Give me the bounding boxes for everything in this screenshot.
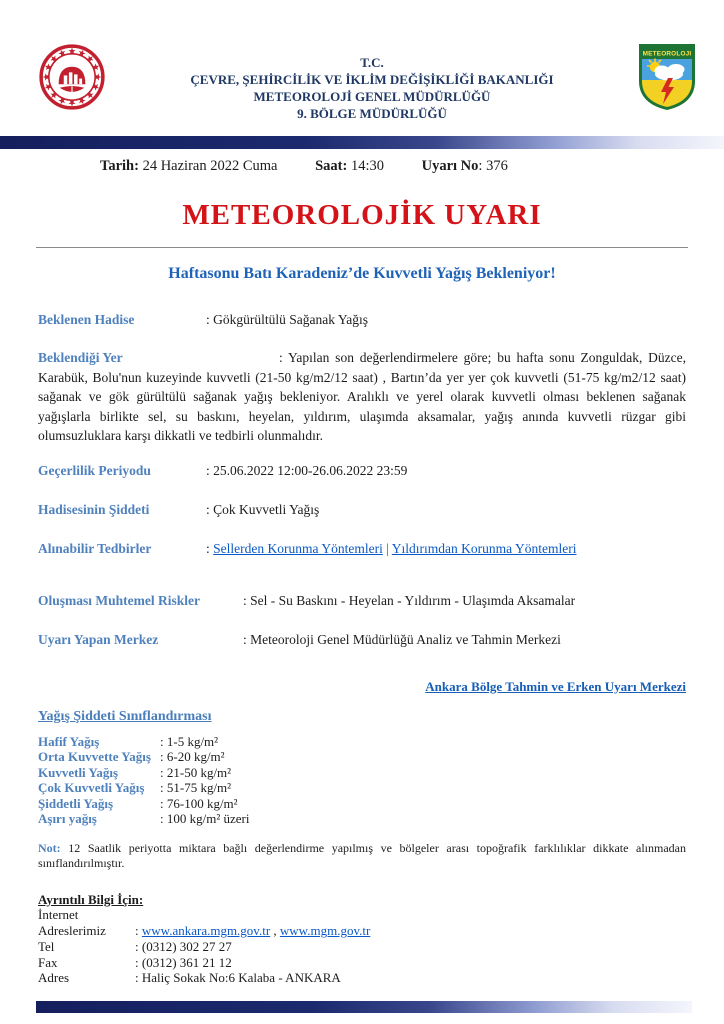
header-divider-bar	[0, 136, 724, 149]
field-value: : Gökgürültülü Sağanak Yağış	[206, 312, 368, 327]
field-label: Beklendiği Yer	[38, 350, 123, 365]
org-line-directorate: METEOROLOJİ GENEL MÜDÜRLÜĞÜ	[253, 89, 491, 104]
classification-heading: Yağış Şiddeti Sınıflandırması	[38, 708, 212, 724]
contact-row-internet	[38, 907, 686, 939]
contact-row-fax	[38, 955, 686, 971]
class-value: : 21-50 kg/m²	[160, 764, 232, 780]
link-separator: |	[386, 540, 389, 556]
date-value: 24 Haziran 2022 Cuma	[142, 158, 278, 174]
field-hadisesinin-siddeti	[38, 500, 686, 519]
contact-label: Adres	[38, 970, 70, 986]
class-label: Çok Kuvvetli Yağış	[38, 780, 145, 795]
contact-row-adres	[38, 970, 686, 986]
contact-label: Fax	[38, 954, 58, 970]
flood-protection-link[interactable]: Sellerden Korunma Yöntemleri	[213, 540, 383, 556]
contact-value: : Haliç Sokak No:6 Kalaba - ANKARA	[135, 970, 341, 986]
classification-row	[38, 734, 686, 750]
lightning-protection-link[interactable]: Yıldırımdan Korunma Yöntemleri	[391, 540, 577, 556]
field-value: : 25.06.2022 12:00-26.06.2022 23:59	[206, 462, 408, 478]
class-value: : 76-100 kg/m²	[160, 795, 238, 811]
regional-center-link[interactable]: Ankara Bölge Tahmin ve Erken Uyarı Merkezi	[425, 678, 686, 694]
field-value: : Çok Kuvvetli Yağış	[206, 501, 320, 517]
document-body	[0, 310, 724, 986]
warning-headline: Haftasonu Batı Karadeniz’de Kuvvetli Yağış Bekleniyor!	[168, 265, 556, 282]
field-value: : Sel - Su Baskını - Heyelan - Yıldırım - Ulaşımda Aksamalar	[243, 592, 576, 608]
field-beklenen-hadise	[38, 310, 686, 329]
regional-center-row	[38, 679, 686, 695]
warning-no-value: : 376	[478, 158, 508, 174]
field-beklendigi-yer	[38, 348, 686, 446]
field-label: Hadisesinin Şiddeti	[38, 501, 150, 517]
class-label: Şiddetli Yağış	[38, 795, 114, 811]
class-label: Aşırı yağış	[38, 811, 97, 826]
warning-no-label: Uyarı No	[421, 158, 479, 174]
field-value	[206, 541, 577, 556]
organization-titles	[106, 42, 638, 122]
contact-value: : (0312) 302 27 27	[135, 938, 232, 954]
time-field	[315, 158, 384, 174]
info-bar	[0, 149, 724, 175]
contact-label: Tel	[38, 938, 55, 954]
class-value: : 100 kg/m² üzeri	[160, 811, 250, 826]
document-header	[0, 0, 724, 122]
meteoroloji-shield-icon	[638, 42, 696, 112]
page-title: METEOROLOJİK UYARI	[182, 199, 542, 231]
note-paragraph	[38, 841, 686, 871]
classification-row	[38, 811, 686, 827]
org-line-region: 9. BÖLGE MÜDÜRLÜĞÜ	[297, 106, 447, 121]
classification-row	[38, 749, 686, 765]
contact-heading: Ayrıntılı Bilgi İçin:	[38, 891, 144, 907]
link-separator: ,	[270, 923, 280, 939]
field-label: Beklenen Hadise	[38, 312, 135, 327]
meteoroloji-logo-text: METEOROLOJI	[642, 50, 692, 58]
contact-label: İnternet Adreslerimiz	[38, 907, 106, 939]
footer-divider-bar	[36, 1001, 692, 1013]
field-label: Uyarı Yapan Merkez	[38, 631, 159, 647]
class-label: Orta Kuvvette Yağış	[38, 749, 151, 764]
contact-section	[38, 892, 686, 987]
class-value: : 6-20 kg/m²	[160, 749, 225, 764]
class-value: : 1-5 kg/m²	[160, 733, 219, 749]
classification-row	[38, 780, 686, 796]
class-label: Kuvvetli Yağış	[38, 764, 119, 780]
field-alinabilir-tedbirler	[38, 539, 686, 558]
warning-no-field	[422, 158, 508, 174]
field-value: : Yapılan son değerlendirmelere göre; bu hafta sonu Zonguldak, Düzce, Karabük, Bolu'nun kuzeyinde kuvvetli (21-50 kg/m2/12 saat) , Bartın’da yer yer çok kuvvetli (51-75 kg/m2/12 saat) sağanak ve gök gürültülü sağanak yağış bekleniyor. Aralıklı ve yerel olarak kuvvetli olması beklenen sağanak yağışlarla birlikte sel, su baskını, heyelan, yıldırım, ulaşımda aksamalar, yağış anında kuvvetli rüzgar gibi olumsuzluklara karşı dikkatli ve tedbirli olunmalıdır.	[38, 350, 686, 443]
org-line-ministry: ÇEVRE, ŞEHİRCİLİK VE İKLİM DEĞİŞİKLİĞİ BAKANLIĞI	[190, 72, 554, 87]
time-label: Saat:	[315, 158, 348, 174]
date-field	[100, 158, 277, 174]
classification-row	[38, 796, 686, 812]
colon: :	[206, 540, 214, 556]
date-label: Tarih:	[100, 158, 139, 174]
field-value: : Meteoroloji Genel Müdürlüğü Analiz ve Tahmin Merkezi	[243, 631, 561, 647]
contact-row-tel	[38, 939, 686, 955]
field-label: Alınabilir Tedbirler	[38, 540, 152, 556]
time-value: 14:30	[350, 158, 384, 174]
title-divider	[36, 247, 688, 248]
colon: :	[135, 923, 142, 939]
ankara-mgm-link[interactable]: www.ankara.mgm.gov.tr	[141, 923, 271, 939]
contact-value: : (0312) 361 21 12	[135, 954, 232, 970]
ministry-emblem-icon	[38, 42, 106, 112]
note-text: 12 Saatlik periyotta miktara bağlı değerlendirme yapılmış ve bölgeler arası topoğrafik farklılıklar dikkate alınmadan sınıflandırılmıştır.	[38, 840, 687, 870]
note-label: Not:	[38, 840, 61, 855]
org-line-tc: T.C.	[360, 55, 384, 70]
classification-table	[38, 734, 686, 827]
field-gecerlilik-periyodu	[38, 461, 686, 480]
mgm-link[interactable]: www.mgm.gov.tr	[279, 923, 371, 939]
classification-row	[38, 765, 686, 781]
class-value: : 51-75 kg/m²	[160, 780, 232, 795]
field-olusmasi-muhtemel-riskler	[38, 591, 686, 610]
class-label: Hafif Yağış	[38, 733, 100, 749]
field-uyari-yapan-merkez	[38, 630, 686, 649]
field-label: Oluşması Muhtemel Riskler	[38, 592, 200, 608]
field-label: Geçerlilik Periyodu	[38, 462, 151, 478]
